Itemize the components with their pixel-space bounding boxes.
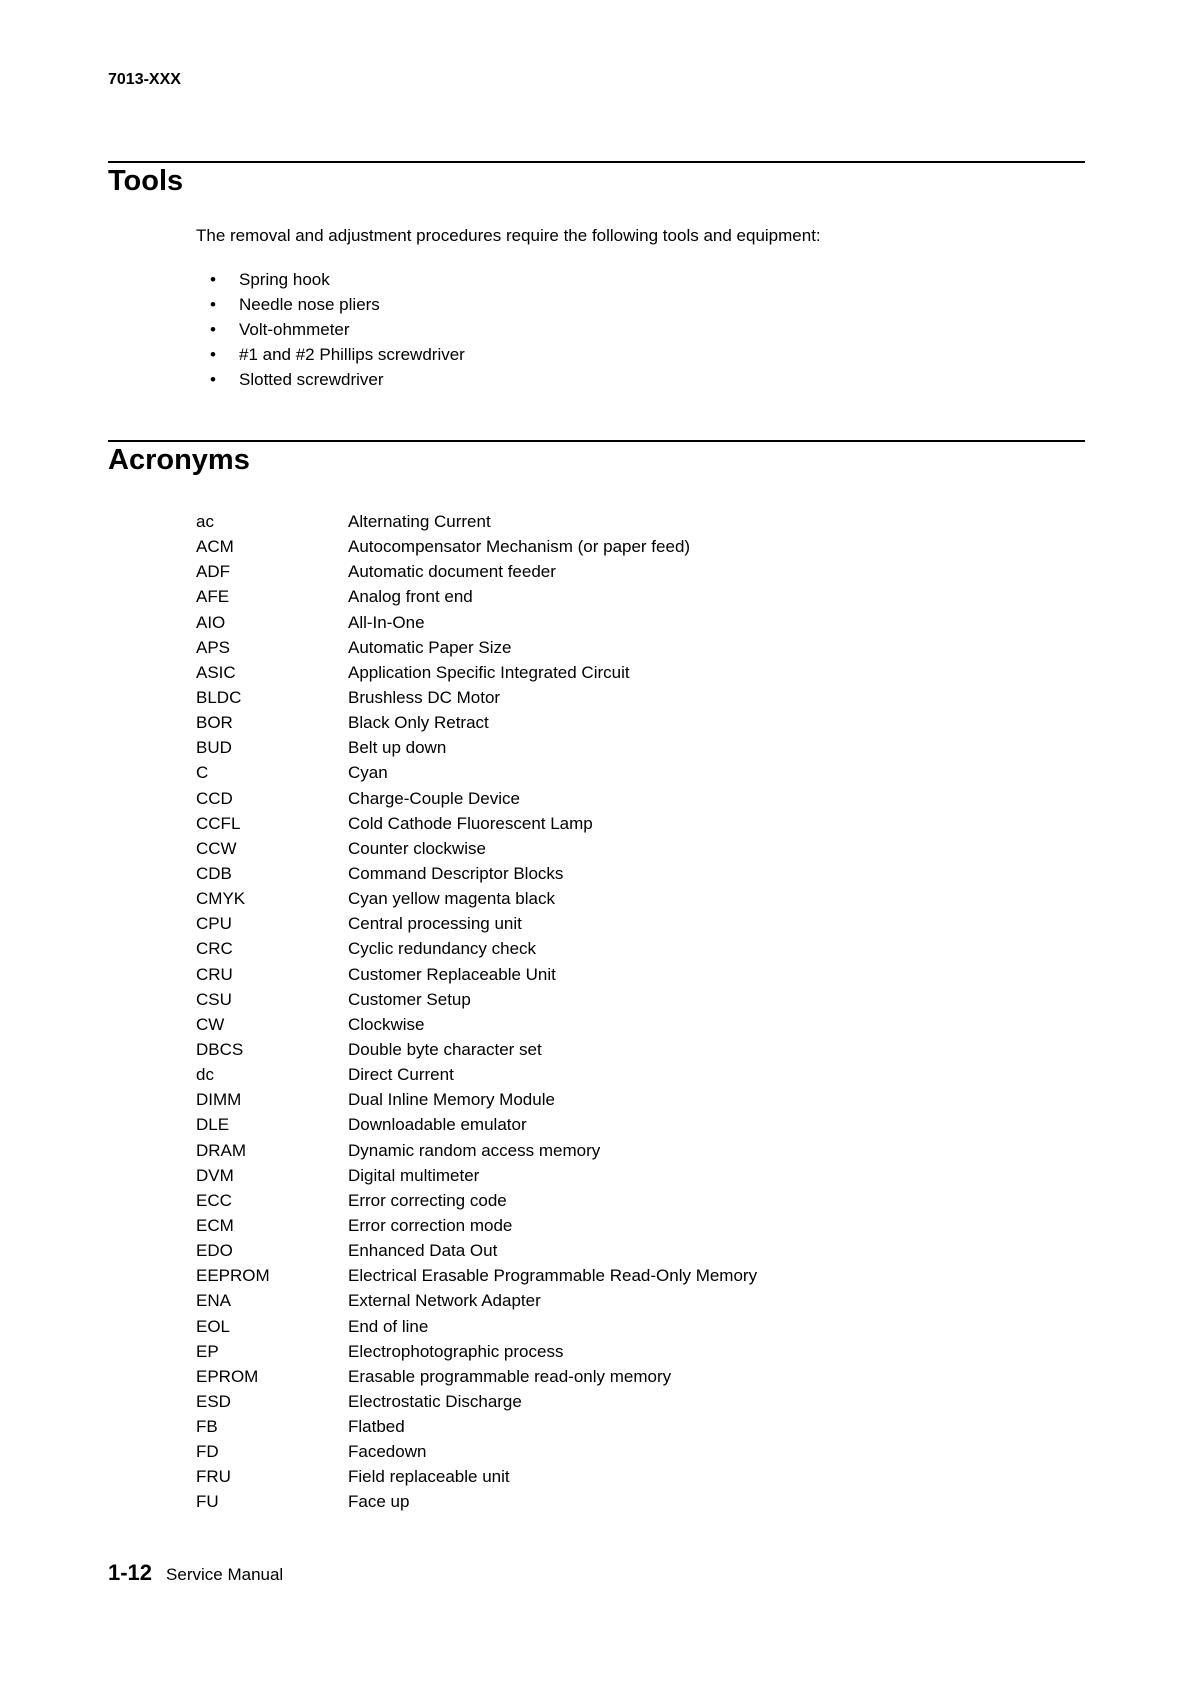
acronym-meaning: Field replaceable unit bbox=[348, 1467, 510, 1487]
acronym-meaning: Application Specific Integrated Circuit bbox=[348, 662, 630, 682]
acronym-abbr: EPROM bbox=[196, 1366, 259, 1386]
table-row bbox=[196, 1037, 757, 1062]
acronym-meaning: Central processing unit bbox=[348, 914, 522, 934]
acronym-abbr: ESD bbox=[196, 1391, 231, 1411]
table-row bbox=[196, 1364, 757, 1389]
acronym-abbr: BUD bbox=[196, 738, 232, 758]
page-number: 1-12 bbox=[108, 1560, 153, 1585]
acronym-abbr: EDO bbox=[196, 1241, 233, 1261]
table-row bbox=[196, 1138, 757, 1163]
table-row bbox=[196, 1112, 757, 1137]
acronym-abbr: BLDC bbox=[196, 687, 242, 707]
table-row bbox=[196, 635, 757, 660]
table-row bbox=[196, 710, 757, 735]
acronym-abbr: ACM bbox=[196, 537, 234, 557]
acronym-meaning: Cyan yellow magenta black bbox=[348, 889, 555, 909]
acronym-abbr: CCD bbox=[196, 788, 233, 808]
table-row bbox=[196, 1389, 757, 1414]
table-row bbox=[196, 685, 757, 710]
acronym-meaning: Brushless DC Motor bbox=[348, 687, 501, 707]
acronym-abbr: CW bbox=[196, 1014, 225, 1034]
table-row bbox=[196, 1238, 757, 1263]
acronym-meaning: Face up bbox=[348, 1492, 410, 1512]
table-row bbox=[196, 1188, 757, 1213]
acronym-meaning: Command Descriptor Blocks bbox=[348, 863, 564, 883]
acronyms-table bbox=[196, 509, 757, 1515]
acronym-abbr: CRC bbox=[196, 939, 233, 959]
acronym-abbr: ENA bbox=[196, 1291, 231, 1311]
acronym-abbr: BOR bbox=[196, 713, 233, 733]
tool-name: Slotted screwdriver bbox=[239, 370, 384, 389]
tools-section-rule bbox=[108, 161, 1085, 163]
acronym-meaning: Dual Inline Memory Module bbox=[348, 1090, 555, 1110]
acronym-meaning: End of line bbox=[348, 1316, 429, 1336]
page-footer bbox=[108, 1560, 283, 1586]
bullet-icon: • bbox=[210, 270, 216, 289]
table-row bbox=[196, 1339, 757, 1364]
table-row bbox=[196, 1414, 757, 1439]
tools-heading: Tools bbox=[108, 165, 184, 197]
acronym-meaning: Cold Cathode Fluorescent Lamp bbox=[348, 813, 593, 833]
acronym-abbr: EP bbox=[196, 1341, 219, 1361]
table-row bbox=[196, 610, 757, 635]
acronym-abbr: AIO bbox=[196, 612, 226, 632]
bullet-icon: • bbox=[210, 320, 216, 339]
acronym-meaning: Clockwise bbox=[348, 1014, 425, 1034]
table-row bbox=[196, 1213, 757, 1238]
tool-name: Spring hook bbox=[239, 270, 330, 289]
acronym-meaning: Automatic document feeder bbox=[348, 562, 556, 582]
acronym-meaning: Autocompensator Mechanism (or paper feed) bbox=[348, 537, 691, 557]
table-row bbox=[196, 509, 757, 534]
acronym-meaning: Dynamic random access memory bbox=[348, 1140, 601, 1160]
acronym-abbr: FRU bbox=[196, 1467, 231, 1487]
acronym-meaning: Facedown bbox=[348, 1442, 427, 1462]
table-row bbox=[196, 911, 757, 936]
tool-name: #1 and #2 Phillips screwdriver bbox=[239, 345, 465, 364]
acronym-abbr: CCW bbox=[196, 838, 237, 858]
acronym-meaning: Customer Setup bbox=[348, 989, 471, 1009]
acronym-meaning: Direct Current bbox=[348, 1065, 454, 1085]
acronym-abbr: EOL bbox=[196, 1316, 231, 1336]
acronym-meaning: Flatbed bbox=[348, 1417, 405, 1437]
acronym-abbr: ADF bbox=[196, 562, 230, 582]
bullet-icon: • bbox=[210, 345, 216, 364]
table-row bbox=[196, 936, 757, 961]
running-header-code: 7013-XXX bbox=[108, 71, 181, 88]
acronym-meaning: Error correcting code bbox=[348, 1190, 507, 1210]
table-row bbox=[196, 760, 757, 785]
table-row bbox=[196, 1163, 757, 1188]
acronym-meaning: Alternating Current bbox=[348, 512, 491, 531]
table-row bbox=[196, 559, 757, 584]
acronym-meaning: Charge-Couple Device bbox=[348, 788, 520, 808]
acronym-meaning: Black Only Retract bbox=[348, 713, 489, 733]
table-row bbox=[196, 1464, 757, 1489]
acronym-abbr: AFE bbox=[196, 587, 230, 607]
acronym-abbr: DRAM bbox=[196, 1140, 247, 1160]
tool-name: Volt-ohmmeter bbox=[239, 320, 350, 339]
acronym-meaning: Electrophotographic process bbox=[348, 1341, 564, 1361]
acronym-abbr: DLE bbox=[196, 1115, 230, 1135]
acronym-meaning: Erasable programmable read-only memory bbox=[348, 1366, 672, 1386]
acronym-meaning: Downloadable emulator bbox=[348, 1115, 527, 1135]
acronym-abbr: ECC bbox=[196, 1190, 232, 1210]
table-row bbox=[196, 660, 757, 685]
acronym-meaning: Belt up down bbox=[348, 738, 447, 758]
table-row bbox=[196, 786, 757, 811]
table-row bbox=[196, 1489, 757, 1514]
manual-name: Service Manual bbox=[166, 1565, 284, 1584]
table-row bbox=[196, 811, 757, 836]
acronym-meaning: Error correction mode bbox=[348, 1215, 513, 1235]
acronym-meaning: Double byte character set bbox=[348, 1039, 542, 1059]
acronym-abbr: C bbox=[196, 763, 209, 783]
table-row bbox=[196, 584, 757, 609]
tool-name: Needle nose pliers bbox=[239, 295, 380, 314]
acronym-abbr: FD bbox=[196, 1442, 219, 1462]
acronym-abbr: CDB bbox=[196, 863, 232, 883]
acronym-abbr: DBCS bbox=[196, 1039, 244, 1059]
table-row bbox=[196, 886, 757, 911]
acronym-abbr: dc bbox=[196, 1065, 214, 1085]
table-row bbox=[196, 1439, 757, 1464]
table-row bbox=[196, 1062, 757, 1087]
table-row bbox=[196, 1087, 757, 1112]
acronym-meaning: Automatic Paper Size bbox=[348, 637, 512, 657]
acronym-abbr: CCFL bbox=[196, 813, 241, 833]
acronym-meaning: Digital multimeter bbox=[348, 1165, 480, 1185]
acronym-meaning: Customer Replaceable Unit bbox=[348, 964, 556, 984]
acronym-meaning: Cyclic redundancy check bbox=[348, 939, 537, 959]
table-row bbox=[196, 861, 757, 886]
acronym-meaning: External Network Adapter bbox=[348, 1291, 541, 1311]
acronym-abbr: APS bbox=[196, 637, 231, 657]
acronym-meaning: Electrostatic Discharge bbox=[348, 1391, 522, 1411]
acronym-meaning: Enhanced Data Out bbox=[348, 1241, 498, 1261]
acronym-meaning: All-In-One bbox=[348, 612, 425, 632]
acronym-abbr: CSU bbox=[196, 989, 232, 1009]
table-row bbox=[196, 962, 757, 987]
table-row bbox=[196, 1263, 757, 1288]
acronym-abbr: CMYK bbox=[196, 889, 246, 909]
acronym-meaning: Counter clockwise bbox=[348, 838, 486, 858]
acronyms-section-rule bbox=[108, 440, 1085, 442]
table-row bbox=[196, 735, 757, 760]
acronym-abbr: FB bbox=[196, 1417, 218, 1437]
acronym-meaning: Cyan bbox=[348, 763, 388, 783]
acronym-abbr: ASIC bbox=[196, 662, 236, 682]
tools-intro-paragraph: The removal and adjustment procedures require the following tools and equipment: bbox=[196, 226, 821, 245]
acronym-abbr: EEPROM bbox=[196, 1266, 270, 1286]
table-row bbox=[196, 836, 757, 861]
acronym-meaning: Analog front end bbox=[348, 587, 473, 607]
bullet-icon: • bbox=[210, 370, 216, 389]
acronym-abbr: CPU bbox=[196, 914, 232, 934]
acronym-abbr: DVM bbox=[196, 1165, 234, 1185]
acronym-meaning: Electrical Erasable Programmable Read-Only Memory bbox=[348, 1266, 758, 1286]
acronym-abbr: CRU bbox=[196, 964, 233, 984]
table-row bbox=[196, 987, 757, 1012]
table-row bbox=[196, 1288, 757, 1313]
acronym-abbr: FU bbox=[196, 1492, 219, 1512]
acronym-abbr: DIMM bbox=[196, 1090, 242, 1110]
acronym-abbr: ac bbox=[196, 512, 214, 531]
table-row bbox=[196, 1314, 757, 1339]
acronyms-heading: Acronyms bbox=[108, 444, 250, 476]
table-row bbox=[196, 534, 757, 559]
table-row bbox=[196, 1012, 757, 1037]
acronym-abbr: ECM bbox=[196, 1215, 234, 1235]
bullet-icon: • bbox=[210, 295, 216, 314]
